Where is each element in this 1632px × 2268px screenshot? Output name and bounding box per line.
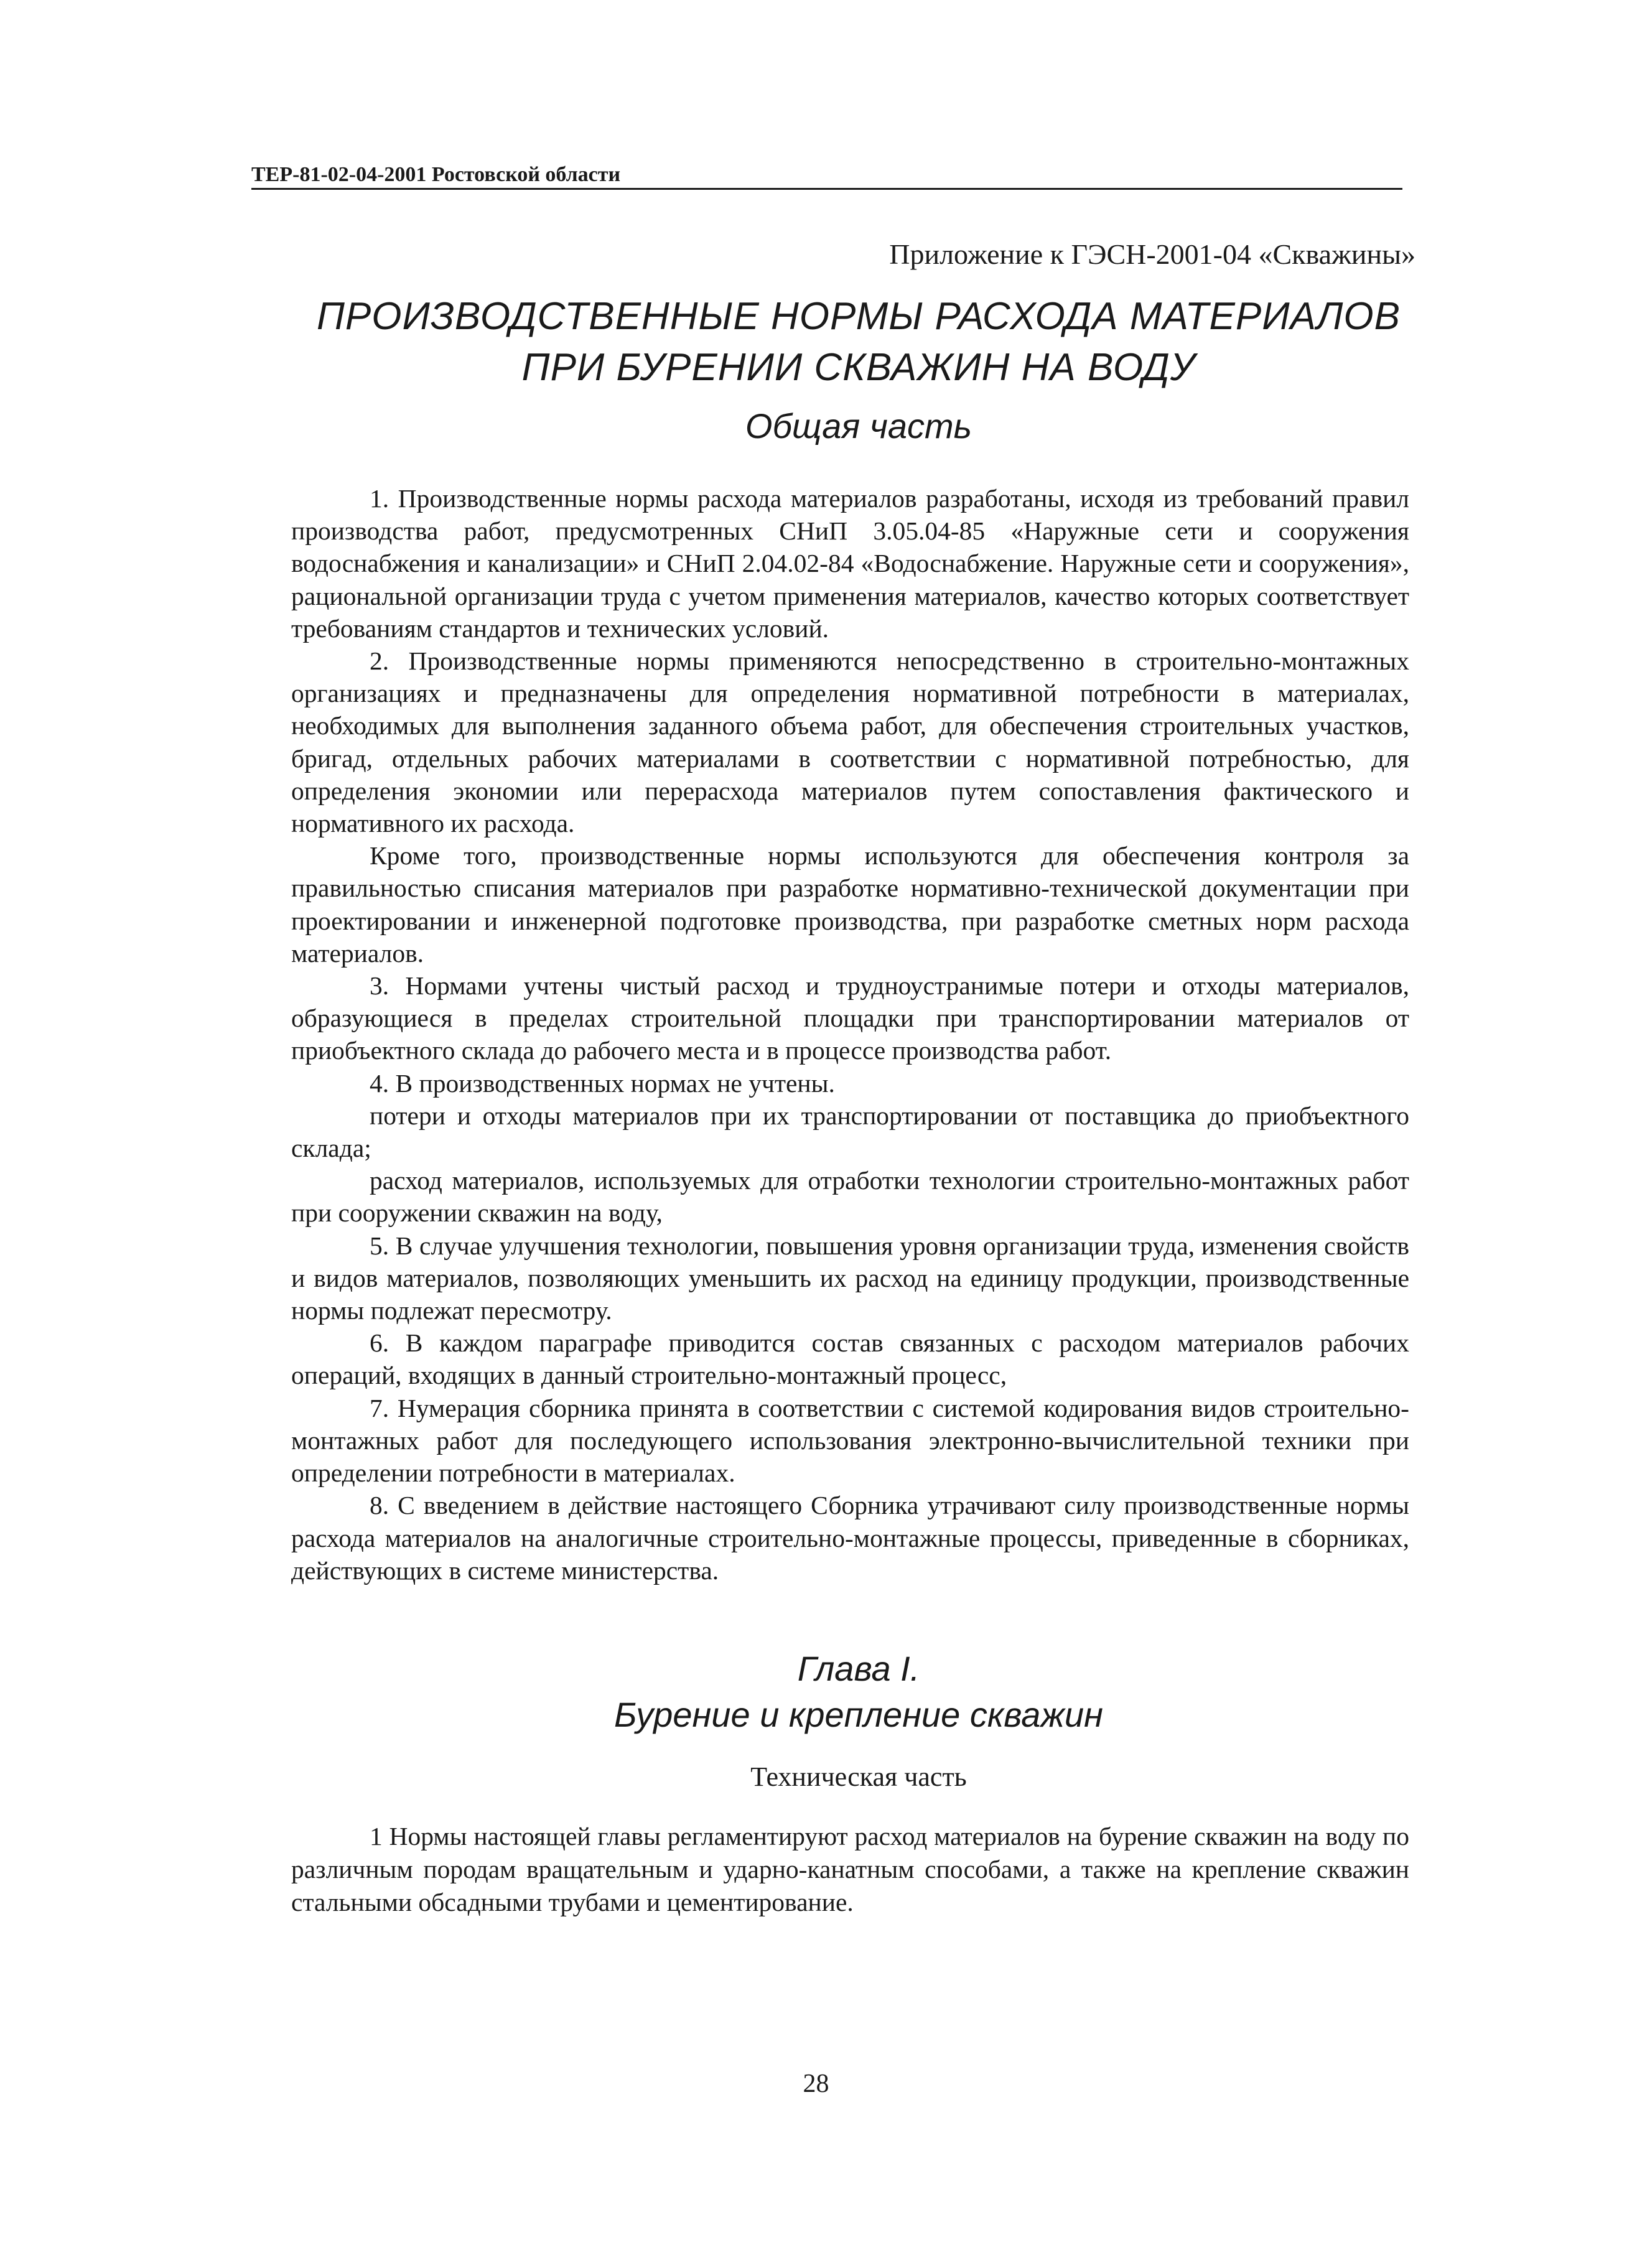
tech-paragraph-1: 1 Нормы настоящей главы регламентируют расход материалов на бурение скважин на воду по различным породам вращательным и ударно-канатным способами, а также на крепление скважин стальными обсадными трубами и цементирование. [291,1822,1409,1916]
title-line-1: ПРОИЗВОДСТВЕННЫЕ НОРМЫ РАСХОДА МАТЕРИАЛОВ [316,295,1401,338]
paragraph-9: 6. В каждом параграфе приводится состав связанных с расходом материалов рабочих операций, входящих в данный строительно-монтажный процесс, [291,1328,1409,1390]
paragraph-8: 5. В случае улучшения технологии, повышения уровня организации труда, изменения свойств и видов материалов, позволяющих уменьшить их расход на единицу продукции, производственные нормы подлежат пересмотру. [291,1231,1409,1325]
tech-section-body [291,1820,1409,1919]
paragraph-4: 3. Нормами учтены чистый расход и трудноустранимые потери и отходы материалов, образующиеся в пределах строительной площадки при транспортировании материалов от приобъектного склада до рабочего места и в процессе производства работ. [291,971,1409,1065]
chapter-label: Глава I. [797,1649,920,1688]
paragraph-11: 8. С введением в действие настоящего Сборника утрачивают силу производственные нормы расхода материалов на аналогичные строительно-монтажные процессы, приведенные в сборниках, действующих в системе министерства. [291,1491,1409,1585]
paragraph-6: потери и отходы материалов при их транспортировании от поставщика до приобъектного склада; [291,1101,1409,1163]
paragraph-1: 1. Производственные нормы расхода материалов разработаны, исходя из требований правил производства работ, предусмотренных СНиП 3.05.04-85 «Наружные сети и сооружения водоснабжения и канализации» и СНиП 2.04.02-84 «Водоснабжение. Наружные сети и сооружения», рациональной организации труда с учетом применения материалов, качество которых соответствует требованиям стандартов и технических условий. [291,484,1409,643]
paragraph-7: расход материалов, используемых для отработки технологии строительно-монтажных работ при сооружении скважин на воду, [291,1166,1409,1228]
general-section-body [291,482,1409,1587]
title-line-2: ПРИ БУРЕНИИ СКВАЖИН НА ВОДУ [521,346,1196,389]
section-title: Общая часть [745,406,972,446]
chapter-heading [299,1646,1419,1738]
chapter-title: Бурение и крепление скважин [614,1695,1103,1734]
paragraph-10: 7. Нумерация сборника принята в соответствии с системой кодирования видов строительно-монтажных работ для последующего использования электронно-вычислительной техники при определении потребности в материалах. [291,1393,1409,1488]
tech-section-title: Техническая часть [750,1762,967,1792]
document-title [299,291,1419,393]
appendix-note: Приложение к ГЭСН-2001-04 «Скважины» [889,238,1415,270]
page-number: 28 [803,2070,829,2098]
paragraph-5: 4. В производственных нормах не учтены. [370,1068,835,1098]
running-header: ТЕР-81-02-04-2001 Ростовской области [251,163,1402,190]
paragraph-2: 2. Производственные нормы применяются непосредственно в строительно-монтажных организациях и предназначены для определения нормативной потребности в материалах, необходимых для выполнения заданного объема работ, для обеспечения строительных участков, бригад, отдельных рабочих материалами в соответствии с нормативной потребностью, для определения экономии или перерасхода материалов путем сопоставления фактического и нормативного их расхода. [291,646,1409,838]
paragraph-3: Кроме того, производственные нормы используются для обеспечения контроля за правильностью списания материалов при разработке нормативно-технической документации при проектировании и инженерной подготовке производства, при разработке сметных норм расхода материалов. [291,841,1409,968]
